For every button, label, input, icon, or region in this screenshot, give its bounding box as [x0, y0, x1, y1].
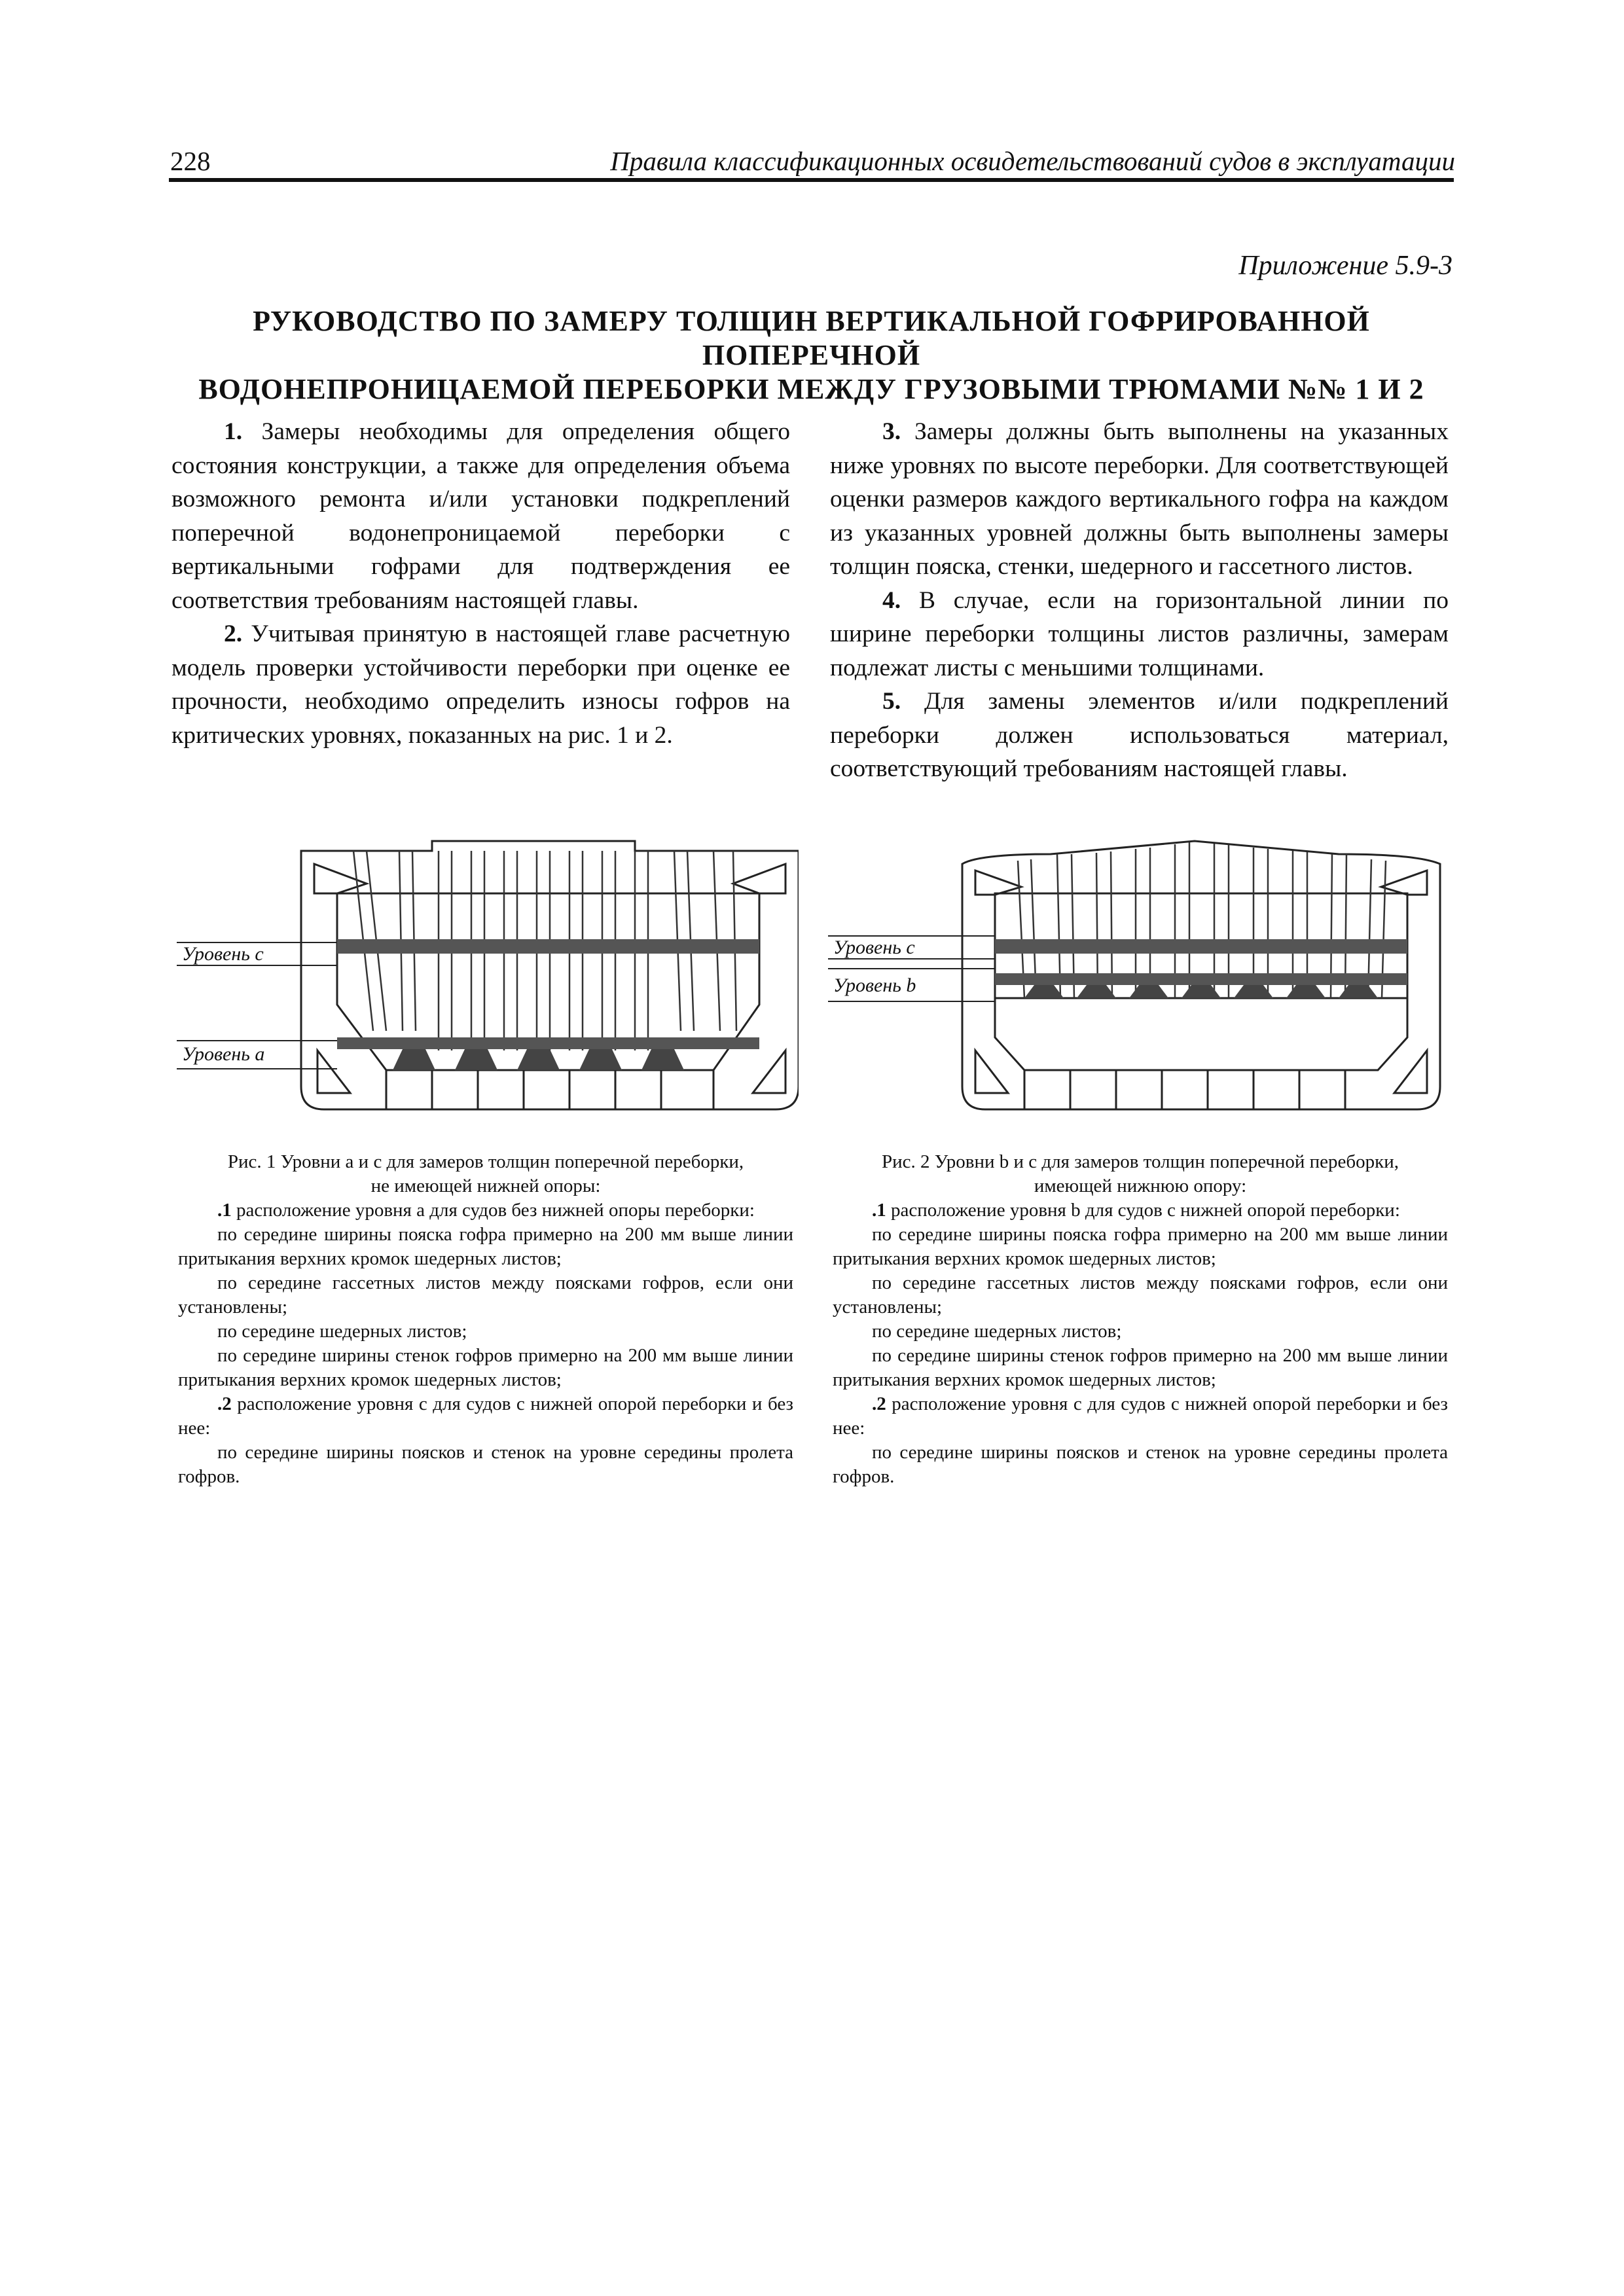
lower-right-hopper: [753, 1050, 785, 1093]
lower-left-hopper: [317, 1050, 350, 1093]
paragraph-number: 1.: [224, 418, 243, 445]
title-line-2: ВОДОНЕПРОНИЦАЕМОЙ ПЕРЕБОРКИ МЕЖДУ ГРУЗОВЫМИ ТРЮМАМИ №№ 1 И 2: [198, 373, 1424, 405]
paragraph-5: [830, 685, 1449, 786]
appendix-label: Приложение 5.9-3: [1238, 251, 1453, 281]
page-number: 228: [170, 146, 211, 176]
caption-item-text: расположение уровня c для судов с нижней опорой переборки и без нее:: [833, 1393, 1448, 1439]
running-title: Правила классификационных освидетельствований судов в эксплуатации: [610, 146, 1455, 176]
caption-item-1: [178, 1198, 793, 1223]
caption-item-1: [833, 1198, 1448, 1223]
lower-left-hopper: [975, 1050, 1008, 1093]
caption-item-2: [833, 1392, 1448, 1441]
title-line-1: РУКОВОДСТВО ПО ЗАМЕРУ ТОЛЩИН ВЕРТИКАЛЬНОЙ ГОФРИРОВАННОЙ ПОПЕРЕЧНОЙ: [253, 305, 1370, 371]
caption-title-line-1: Рис. 1 Уровни a и c для замеров толщин поперечной переборки,: [227, 1151, 744, 1172]
figure-2-caption: [833, 1150, 1448, 1489]
paragraph-text: Замеры должны быть выполнены на указанных ниже уровнях по высоте переборки. Для соответствующей оценки размеров каждого вертикального гофра на каждом из указанных уровней должны быть выполнены замеры толщин пояска, стенки, шедерного и гассетного листов.: [830, 418, 1449, 580]
caption-item-number: .2: [217, 1393, 232, 1414]
upper-right-tank: [733, 864, 785, 893]
caption-line: по середине ширины поясков и стенок на уровне середины пролета гофров.: [833, 1442, 1448, 1487]
paragraph-number: 4.: [882, 586, 901, 614]
caption-item-number: .2: [872, 1393, 886, 1414]
caption-line: по середине ширины пояска гофра примерно на 200 мм выше линии притыкания верхних кромок шедерных листов;: [833, 1224, 1448, 1269]
paragraph-number: 2.: [224, 620, 243, 647]
caption-item-text: расположение уровня b для судов с нижней опорой переборки:: [886, 1200, 1400, 1221]
paragraph-text: В случае, если на горизонтальной линии по ширине переборки толщины листов различны, замерам подлежат листы с меньшими толщинами.: [830, 586, 1449, 681]
right-column: [830, 415, 1449, 786]
caption-item-text: расположение уровня c для судов с нижней опорой переборки и без нее:: [178, 1393, 793, 1439]
paragraph-text: Замеры необходимы для определения общего состояния конструкции, а также для определения объема возможного ремонта и/или установки подкреплений поперечной водонепроницаемой переборки с вертикальными гофрами для подтверждения ее соответствия требованиям настоящей главы.: [171, 418, 790, 614]
paragraph-3: [830, 415, 1449, 584]
caption-item-text: расположение уровня a для судов без нижней опоры переборки:: [231, 1200, 755, 1221]
paragraph-4: [830, 584, 1449, 685]
level-c-label: Уровень c: [182, 943, 264, 965]
caption-line: по середине ширины поясков и стенок на уровне середины пролета гофров.: [178, 1442, 793, 1487]
figure-1-bulkhead-diagram: [177, 834, 799, 1122]
paragraph-text: Учитывая принятую в настоящей главе расчетную модель проверки устойчивости переборки при оценке ее прочности, необходимо определить износы гофров на критических уровнях, показанных на рис. 1 и 2.: [171, 620, 790, 749]
figure-1-svg: [177, 834, 799, 1122]
caption-item-number: .1: [217, 1200, 232, 1221]
header-rule: [169, 178, 1454, 182]
document-title: [169, 304, 1454, 406]
level-b-label: Уровень b: [833, 975, 916, 996]
caption-title-line-2: не имеющей нижней опоры:: [370, 1175, 601, 1196]
caption-title-line-2: имеющей нижнюю опору:: [1034, 1175, 1247, 1196]
figure-2-bulkhead-diagram: [828, 834, 1453, 1122]
caption-line: по середине шедерных листов;: [217, 1321, 467, 1342]
level-a-label: Уровень a: [182, 1043, 265, 1065]
caption-item-number: .1: [872, 1200, 886, 1221]
figure-2-svg: [828, 834, 1453, 1122]
level-a-band: [337, 1037, 759, 1049]
upper-right-tank: [1381, 870, 1427, 895]
lower-right-hopper: [1394, 1050, 1427, 1093]
figure-1-caption: [178, 1150, 793, 1489]
level-b-band: [995, 973, 1407, 985]
caption-item-2: [178, 1392, 793, 1441]
paragraph-number: 5.: [882, 688, 901, 715]
level-c-band: [337, 939, 759, 954]
caption-line: по середине ширины стенок гофров примерно на 200 мм выше линии притыкания верхних кромок шедерных листов;: [178, 1345, 793, 1390]
caption-line: по середине ширины пояска гофра примерно на 200 мм выше линии притыкания верхних кромок шедерных листов;: [178, 1224, 793, 1269]
upper-left-tank: [975, 870, 1021, 895]
upper-left-tank: [314, 864, 367, 893]
left-column: [171, 415, 790, 752]
level-c-label: Уровень c: [833, 937, 915, 958]
paragraph-text: Для замены элементов и/или подкреплений переборки должен использоваться материал, соответствующий требованиям настоящей главы.: [830, 688, 1449, 782]
caption-line: по середине гассетных листов между поясками гофров, если они установлены;: [178, 1272, 793, 1318]
paragraph-2: [171, 617, 790, 752]
caption-title-line-1: Рис. 2 Уровни b и c для замеров толщин поперечной переборки,: [882, 1151, 1399, 1172]
paragraph-number: 3.: [882, 418, 901, 445]
level-c-band: [995, 939, 1407, 954]
paragraph-1: [171, 415, 790, 617]
caption-line: по середине шедерных листов;: [872, 1321, 1122, 1342]
caption-line: по середине ширины стенок гофров примерно на 200 мм выше линии притыкания верхних кромок шедерных листов;: [833, 1345, 1448, 1390]
caption-line: по середине гассетных листов между поясками гофров, если они установлены;: [833, 1272, 1448, 1318]
